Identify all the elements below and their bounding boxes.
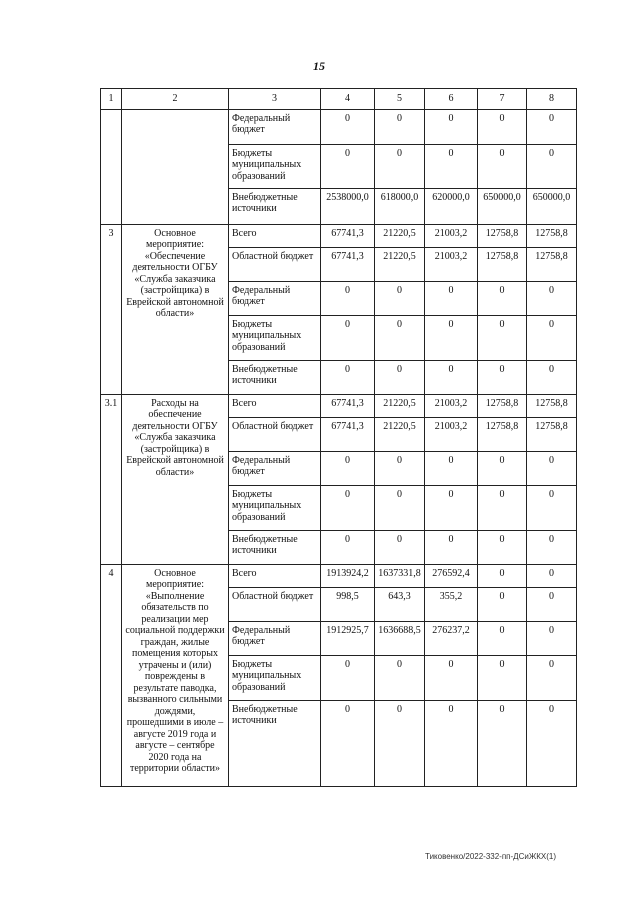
funding-source: Федеральный бюджет xyxy=(229,281,321,315)
value-cell: 21003,2 xyxy=(425,224,478,247)
value-cell: 0 xyxy=(478,700,527,786)
funding-source: Внебюджетные источники xyxy=(229,360,321,394)
funding-source: Бюджеты муниципальных образований xyxy=(229,655,321,700)
value-cell: 0 xyxy=(478,564,527,587)
row-number-cell xyxy=(101,109,122,224)
value-cell: 12758,8 xyxy=(478,394,527,417)
value-cell: 0 xyxy=(527,621,577,655)
value-cell: 21003,2 xyxy=(425,247,478,281)
value-cell: 0 xyxy=(425,700,478,786)
funding-source: Всего xyxy=(229,394,321,417)
funding-source: Областной бюджет xyxy=(229,587,321,621)
value-cell: 1912925,7 xyxy=(321,621,375,655)
value-cell: 0 xyxy=(478,451,527,485)
row-number-cell: 3.1 xyxy=(101,394,122,564)
value-cell: 0 xyxy=(321,700,375,786)
header-cell: 6 xyxy=(425,89,478,110)
value-cell: 0 xyxy=(527,564,577,587)
value-cell: 67741,3 xyxy=(321,247,375,281)
value-cell: 0 xyxy=(527,530,577,564)
value-cell: 0 xyxy=(375,485,425,530)
value-cell: 0 xyxy=(321,530,375,564)
value-cell: 0 xyxy=(478,315,527,360)
value-cell: 0 xyxy=(527,109,577,144)
value-cell: 0 xyxy=(527,700,577,786)
value-cell: 0 xyxy=(375,530,425,564)
value-cell: 0 xyxy=(527,655,577,700)
value-cell: 0 xyxy=(321,451,375,485)
activity-name-cell: Основное мероприятие: «Выполнение обязательств по реализации мер социальной поддержки граждан, жилые помещения которых утрачены и (или) повреждены в результате паводка, вызванного сильными дождями, прошедшими в июле – августе 2019 года и августе – сентябре 2020 года на территории области» xyxy=(122,564,229,786)
value-cell: 21220,5 xyxy=(375,247,425,281)
value-cell: 12758,8 xyxy=(527,394,577,417)
value-cell: 0 xyxy=(527,315,577,360)
value-cell: 643,3 xyxy=(375,587,425,621)
funding-source: Федеральный бюджет xyxy=(229,451,321,485)
value-cell: 0 xyxy=(527,144,577,188)
value-cell: 650000,0 xyxy=(527,188,577,224)
header-cell: 7 xyxy=(478,89,527,110)
activity-name-cell xyxy=(122,109,229,224)
value-cell: 0 xyxy=(321,281,375,315)
value-cell: 21220,5 xyxy=(375,417,425,451)
value-cell: 0 xyxy=(478,360,527,394)
value-cell: 12758,8 xyxy=(478,224,527,247)
value-cell: 0 xyxy=(478,485,527,530)
value-cell: 0 xyxy=(321,655,375,700)
value-cell: 12758,8 xyxy=(478,247,527,281)
value-cell: 0 xyxy=(375,109,425,144)
funding-source: Внебюджетные источники xyxy=(229,188,321,224)
value-cell: 650000,0 xyxy=(478,188,527,224)
value-cell: 0 xyxy=(478,144,527,188)
value-cell: 0 xyxy=(478,109,527,144)
value-cell: 0 xyxy=(425,144,478,188)
header-cell: 3 xyxy=(229,89,321,110)
value-cell: 12758,8 xyxy=(527,417,577,451)
value-cell: 0 xyxy=(375,315,425,360)
funding-source: Внебюджетные источники xyxy=(229,530,321,564)
activity-name-cell: Расходы на обеспечение деятельности ОГБУ «Служба заказчика (застройщика) в Еврейской автономной области» xyxy=(122,394,229,564)
value-cell: 276237,2 xyxy=(425,621,478,655)
table-row xyxy=(101,564,577,587)
value-cell: 0 xyxy=(375,655,425,700)
value-cell: 0 xyxy=(321,485,375,530)
table-row xyxy=(101,224,577,247)
value-cell: 0 xyxy=(375,360,425,394)
header-cell: 5 xyxy=(375,89,425,110)
funding-source: Областной бюджет xyxy=(229,247,321,281)
value-cell: 0 xyxy=(478,281,527,315)
value-cell: 998,5 xyxy=(321,587,375,621)
value-cell: 0 xyxy=(321,315,375,360)
value-cell: 0 xyxy=(321,144,375,188)
value-cell: 0 xyxy=(527,281,577,315)
page-number: 15 xyxy=(313,59,325,73)
table-row xyxy=(101,394,577,417)
activity-name-cell: Основное мероприятие: «Обеспечение деятельности ОГБУ «Служба заказчика (застройщика) в Еврейской автономной области» xyxy=(122,224,229,394)
funding-source: Внебюджетные источники xyxy=(229,700,321,786)
value-cell: 21220,5 xyxy=(375,394,425,417)
header-cell: 4 xyxy=(321,89,375,110)
row-number-cell: 4 xyxy=(101,564,122,786)
funding-source: Всего xyxy=(229,224,321,247)
value-cell: 0 xyxy=(425,109,478,144)
value-cell: 0 xyxy=(375,144,425,188)
value-cell: 12758,8 xyxy=(527,247,577,281)
value-cell: 1636688,5 xyxy=(375,621,425,655)
value-cell: 0 xyxy=(478,530,527,564)
value-cell: 2538000,0 xyxy=(321,188,375,224)
funding-source: Федеральный бюджет xyxy=(229,621,321,655)
row-number-cell: 3 xyxy=(101,224,122,394)
value-cell: 67741,3 xyxy=(321,224,375,247)
value-cell: 21003,2 xyxy=(425,394,478,417)
value-cell: 1913924,2 xyxy=(321,564,375,587)
value-cell: 21220,5 xyxy=(375,224,425,247)
value-cell: 12758,8 xyxy=(527,224,577,247)
funding-source: Областной бюджет xyxy=(229,417,321,451)
value-cell: 0 xyxy=(425,315,478,360)
value-cell: 12758,8 xyxy=(478,417,527,451)
header-cell: 2 xyxy=(122,89,229,110)
value-cell: 620000,0 xyxy=(425,188,478,224)
value-cell: 0 xyxy=(375,451,425,485)
value-cell: 1637331,8 xyxy=(375,564,425,587)
value-cell: 0 xyxy=(527,485,577,530)
value-cell: 0 xyxy=(375,700,425,786)
value-cell: 355,2 xyxy=(425,587,478,621)
value-cell: 276592,4 xyxy=(425,564,478,587)
value-cell: 67741,3 xyxy=(321,417,375,451)
funding-source: Бюджеты муниципальных образований xyxy=(229,315,321,360)
value-cell: 0 xyxy=(425,530,478,564)
header-cell: 1 xyxy=(101,89,122,110)
header-row xyxy=(101,89,577,110)
value-cell: 0 xyxy=(425,360,478,394)
value-cell: 21003,2 xyxy=(425,417,478,451)
value-cell: 618000,0 xyxy=(375,188,425,224)
value-cell: 0 xyxy=(425,451,478,485)
table-row xyxy=(101,109,577,144)
header-cell: 8 xyxy=(527,89,577,110)
value-cell: 0 xyxy=(478,621,527,655)
value-cell: 0 xyxy=(478,587,527,621)
value-cell: 0 xyxy=(527,451,577,485)
value-cell: 0 xyxy=(527,360,577,394)
funding-source: Всего xyxy=(229,564,321,587)
funding-source: Бюджеты муниципальных образований xyxy=(229,144,321,188)
value-cell: 0 xyxy=(321,109,375,144)
funding-source: Федеральный бюджет xyxy=(229,109,321,144)
value-cell: 0 xyxy=(527,587,577,621)
value-cell: 0 xyxy=(321,360,375,394)
document-reference-code: Тиковенко/2022-332-пп-ДСиЖКХ(1) xyxy=(425,852,556,861)
value-cell: 0 xyxy=(478,655,527,700)
funding-source: Бюджеты муниципальных образований xyxy=(229,485,321,530)
value-cell: 0 xyxy=(425,281,478,315)
funding-table xyxy=(100,88,577,787)
value-cell: 0 xyxy=(425,485,478,530)
value-cell: 0 xyxy=(425,655,478,700)
value-cell: 67741,3 xyxy=(321,394,375,417)
value-cell: 0 xyxy=(375,281,425,315)
